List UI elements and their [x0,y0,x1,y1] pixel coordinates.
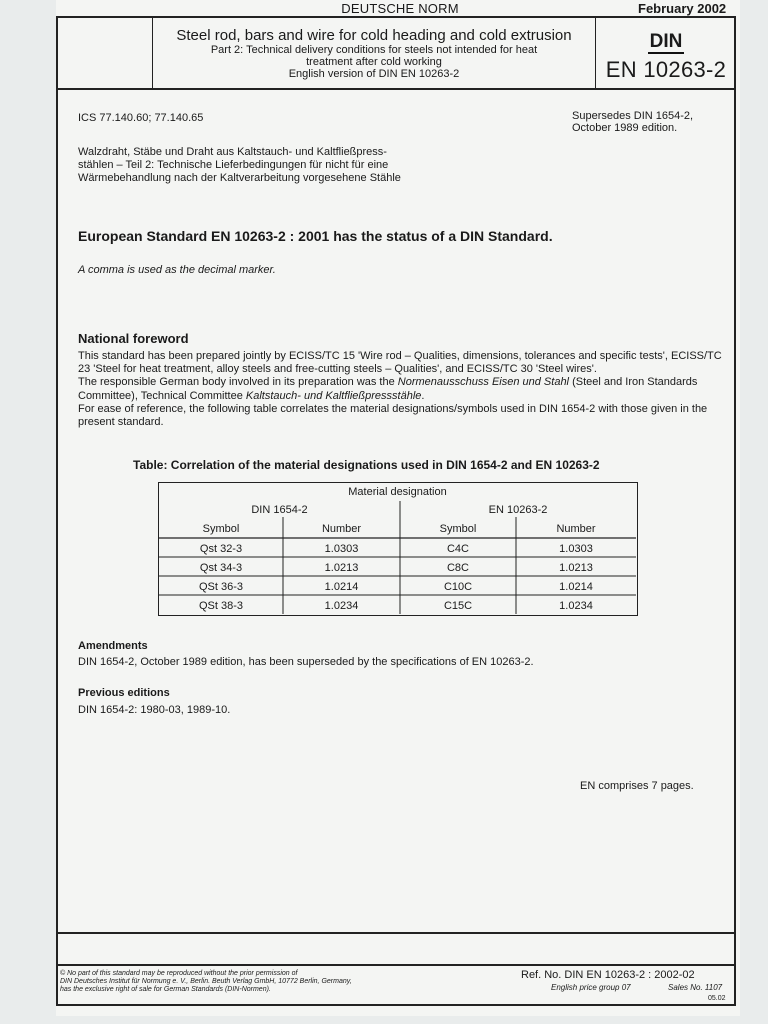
table-cell-din-number: 1.0214 [324,581,359,593]
amendments-body: DIN 1654-2, October 1989 edition, has been superseded by the specifications of EN 10263-2. [78,656,534,668]
table-cell-din-number: 1.0213 [324,562,359,574]
document-number: EN 10263-2 [605,57,727,82]
norm-label: DEUTSCHE NORM [341,1,459,16]
din-group-header: DIN 1654-2 [251,504,308,516]
table-cell-en-number: 1.0213 [559,562,593,574]
table-cell-din-symbol: Qst 32-3 [199,543,243,555]
table-cell-din-symbol: Qst 34-3 [199,562,243,574]
table-cell-din-number: 1.0303 [324,543,359,555]
foreword-paragraph-2: The responsible German body involved in its preparation was the Normenausschuss Eisen und Stahl (Steel and Iron Standards Committee), Technical Committee Kaltstauch- und Kaltfließpressstähle. [78,376,698,402]
table-cell-en-number: 1.0214 [559,581,593,593]
ics-codes: ICS 77.140.60; 77.140.65 [78,112,204,124]
table-cell-en-symbol: C4C [446,543,469,555]
copyright-notice: © No part of this standard may be reproduced without the prior permission of DIN Deutsches Institut für Normung e. V., Berlin. Beuth Verlag GmbH, 10772 Berlin, Germany, has the exclusive right of sale for German Standards (DIN-Normen). [60,970,352,993]
foreword-heading: National foreword [78,331,189,346]
footer-band [56,932,736,966]
amendments-heading: Amendments [78,640,148,652]
en-symbol-header: Symbol [439,523,477,535]
sales-number: Sales No. 1107 [668,983,723,992]
previous-editions-heading: Previous editions [78,687,170,699]
document-subtitle-3: English version of DIN EN 10263-2 [288,68,460,80]
supersedes-note: Supersedes DIN 1654-2, October 1989 edition. [572,110,694,134]
document-subtitle-1: Part 2: Technical delivery conditions for steels not intended for heat [210,44,538,56]
table-cell-en-symbol: C10C [443,581,473,593]
header-divider [56,88,736,90]
table-cell-din-symbol: QSt 38-3 [198,600,244,612]
foreword-paragraph-3: For ease of reference, the following table correlates the material designations/symbols used in DIN 1654-2 with those given in the present standard. [78,402,708,429]
table-cell-en-number: 1.0303 [559,543,593,555]
din-symbol-header: Symbol [202,523,240,535]
foreword-paragraph-1: This standard has been prepared jointly by ECISS/TC 15 'Wire rod – Qualities, dimensions, tolerances and specific tests', ECISS/TC 23 'Steel for heat treatment, alloy steels and free-cutting steels – Qualities', and ECISS/TC 30 'Steel wires'. [78,350,722,376]
designation-table [158,482,638,616]
din-logo: DIN [649,31,683,52]
price-group: English price group 07 [551,983,631,992]
en-group-header: EN 10263-2 [488,504,548,516]
foreword-body [78,350,724,429]
table-cell-din-symbol: QSt 36-3 [198,581,244,593]
issue-date: February 2002 [638,1,727,16]
status-statement: European Standard EN 10263-2 : 2001 has the status of a DIN Standard. [78,228,553,244]
edition-code: 05.02 [708,995,726,1002]
table-cell-din-number: 1.0234 [324,600,359,612]
document-subtitle-2: treatment after cold working [306,56,442,68]
din-number-header: Number [321,523,362,535]
en-number-header: Number [556,523,596,535]
table-cell-en-number: 1.0234 [559,600,593,612]
document-title: Steel rod, bars and wire for cold heading and cold extrusion [176,27,572,44]
table-caption: Table: Correlation of the material designations used in DIN 1654-2 and EN 10263-2 [133,458,600,472]
title-block [152,18,596,88]
decimal-marker-note: A comma is used as the decimal marker. [78,264,276,276]
page-count-note: EN comprises 7 pages. [580,780,694,792]
material-designation-header: Material designation [348,486,447,498]
din-block [596,18,736,88]
table-cell-en-symbol: C8C [446,562,469,574]
table-cell-en-symbol: C15C [443,600,473,612]
previous-editions-body: DIN 1654-2: 1980-03, 1989-10. [78,704,231,716]
german-title: Walzdraht, Stäbe und Draht aus Kaltstauch- und Kaltfließpress- stählen – Teil 2: Technische Lieferbedingungen für nicht für eine Wärmebehandlung nach der Kaltverarbeitung vorgesehene Stähle [78,146,401,184]
reference-number: Ref. No. DIN EN 10263-2 : 2002-02 [521,969,695,981]
